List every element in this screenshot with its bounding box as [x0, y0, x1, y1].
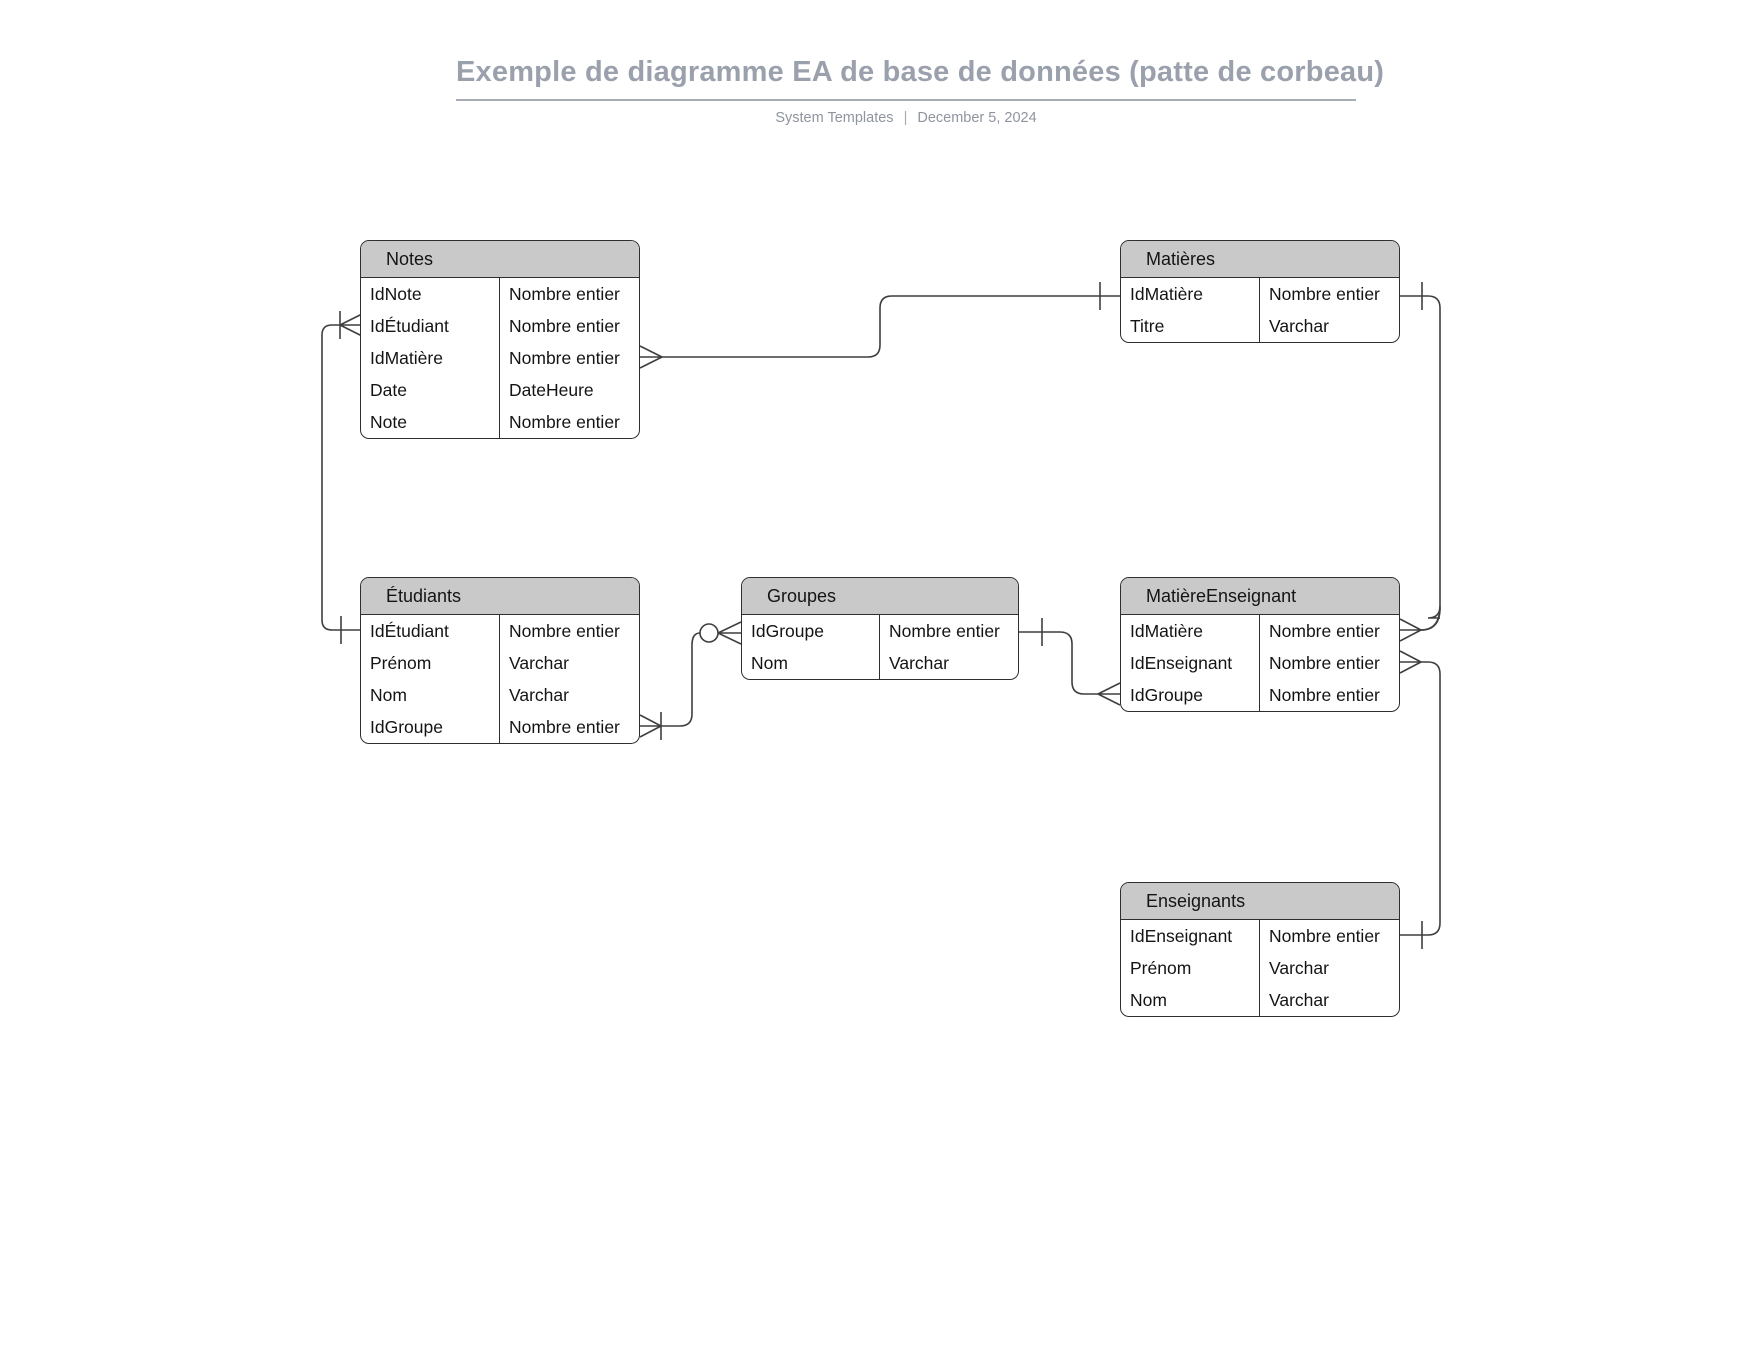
field-type-cell: Nombre entier — [1269, 284, 1380, 304]
field-row — [1121, 984, 1399, 1016]
crow-foot-many-icon — [640, 346, 662, 368]
field-row — [1121, 278, 1399, 310]
field-type-cell: Nombre entier — [1269, 926, 1380, 946]
relationship-matieres-matiere-enseignant — [1400, 282, 1440, 641]
field-name-cell: IdMatière — [1121, 615, 1260, 647]
field-name-cell: IdNote — [361, 278, 500, 310]
field-type-cell: Nombre entier — [1269, 621, 1380, 641]
field-type-cell: Nombre entier — [509, 412, 620, 432]
field-name-cell: IdEnseignant — [1121, 647, 1260, 679]
field-row — [361, 342, 639, 374]
field-name-cell: IdMatière — [361, 342, 500, 374]
field-row — [361, 615, 639, 647]
relationship-groupes-matiere-enseignant — [1019, 618, 1120, 705]
field-type-cell: Varchar — [889, 653, 949, 673]
crow-foot-many-icon — [1400, 651, 1421, 673]
field-row — [361, 679, 639, 711]
field-name-cell: Date — [361, 374, 500, 406]
entity-header: Groupes — [742, 578, 1018, 615]
crow-foot-many-icon — [640, 715, 661, 737]
entity-table-enseignants — [1120, 882, 1400, 1017]
field-row — [361, 374, 639, 406]
field-name-cell: Titre — [1121, 310, 1260, 342]
relationship-etudiants-groupes — [640, 622, 741, 740]
field-row — [1121, 615, 1399, 647]
field-name-cell: IdGroupe — [361, 711, 500, 743]
relationship-etudiants-notes — [322, 311, 362, 644]
field-type-cell: Nombre entier — [509, 316, 620, 336]
field-row — [1121, 310, 1399, 342]
relationship-matieres-notes — [640, 282, 1120, 368]
field-type-cell: Nombre entier — [1269, 653, 1380, 673]
connector-line — [1400, 662, 1440, 935]
field-name-cell: IdÉtudiant — [361, 615, 500, 647]
entity-table-etudiants — [360, 577, 640, 744]
subtitle-author: System Templates — [775, 110, 894, 126]
entity-table-groupes — [741, 577, 1019, 680]
page-subtitle — [456, 110, 1356, 126]
field-type-cell: Varchar — [1269, 958, 1329, 978]
field-type-cell: Nombre entier — [889, 621, 1000, 641]
field-type-cell: Nombre entier — [1269, 685, 1380, 705]
field-name-cell: Nom — [742, 647, 880, 679]
field-name-cell: IdMatière — [1121, 278, 1260, 310]
field-row — [1121, 952, 1399, 984]
connector-line — [1019, 632, 1098, 694]
field-type-cell: DateHeure — [509, 380, 594, 400]
crow-foot-many-icon — [1098, 683, 1120, 705]
entity-table-matiere-enseignant — [1120, 577, 1400, 712]
connector-line — [661, 633, 700, 726]
field-name-cell: IdGroupe — [742, 615, 880, 647]
entity-table-matieres — [1120, 240, 1400, 343]
field-type-cell: Varchar — [509, 653, 569, 673]
relationship-enseignants-matiere-enseignant — [1400, 651, 1440, 949]
field-name-cell: Note — [361, 406, 500, 438]
entity-header: Matières — [1121, 241, 1399, 278]
entity-header: Notes — [361, 241, 639, 278]
page-title: Exemple de diagramme EA de base de données (patte de corbeau) — [456, 56, 1385, 88]
title-block — [456, 56, 1385, 126]
zero-circle-icon — [700, 624, 718, 642]
field-row — [742, 615, 1018, 647]
title-underline — [456, 99, 1356, 101]
field-row — [361, 406, 639, 438]
field-name-cell: Nom — [361, 679, 500, 711]
crow-foot-many-icon — [340, 314, 362, 336]
field-type-cell: Varchar — [1269, 990, 1329, 1010]
field-row — [742, 647, 1018, 679]
field-type-cell: Nombre entier — [509, 348, 620, 368]
field-row — [1121, 647, 1399, 679]
subtitle-separator: | — [903, 110, 908, 126]
connector-line — [662, 296, 1120, 357]
connector-line — [1400, 296, 1440, 630]
field-row — [361, 278, 639, 310]
field-name-cell: IdÉtudiant — [361, 310, 500, 342]
field-row — [1121, 920, 1399, 952]
field-name-cell: IdEnseignant — [1121, 920, 1260, 952]
field-name-cell: Prénom — [1121, 952, 1260, 984]
subtitle-date: December 5, 2024 — [917, 110, 1037, 126]
crow-foot-many-icon — [718, 622, 741, 644]
crow-foot-many-icon — [1400, 619, 1421, 641]
entity-table-notes — [360, 240, 640, 439]
field-type-cell: Nombre entier — [509, 621, 620, 641]
field-name-cell: Prénom — [361, 647, 500, 679]
entity-header: MatièreEnseignant — [1121, 578, 1399, 615]
entity-header: Enseignants — [1121, 883, 1399, 920]
field-type-cell: Varchar — [1269, 316, 1329, 336]
field-row — [361, 310, 639, 342]
field-name-cell: IdGroupe — [1121, 679, 1260, 711]
field-row — [361, 711, 639, 743]
field-type-cell: Varchar — [509, 685, 569, 705]
field-name-cell: Nom — [1121, 984, 1260, 1016]
connector-line — [322, 325, 360, 630]
connector-line — [1421, 606, 1440, 630]
field-row — [361, 647, 639, 679]
entity-header: Étudiants — [361, 578, 639, 615]
field-row — [1121, 679, 1399, 711]
field-type-cell: Nombre entier — [509, 284, 620, 304]
field-type-cell: Nombre entier — [509, 717, 620, 737]
